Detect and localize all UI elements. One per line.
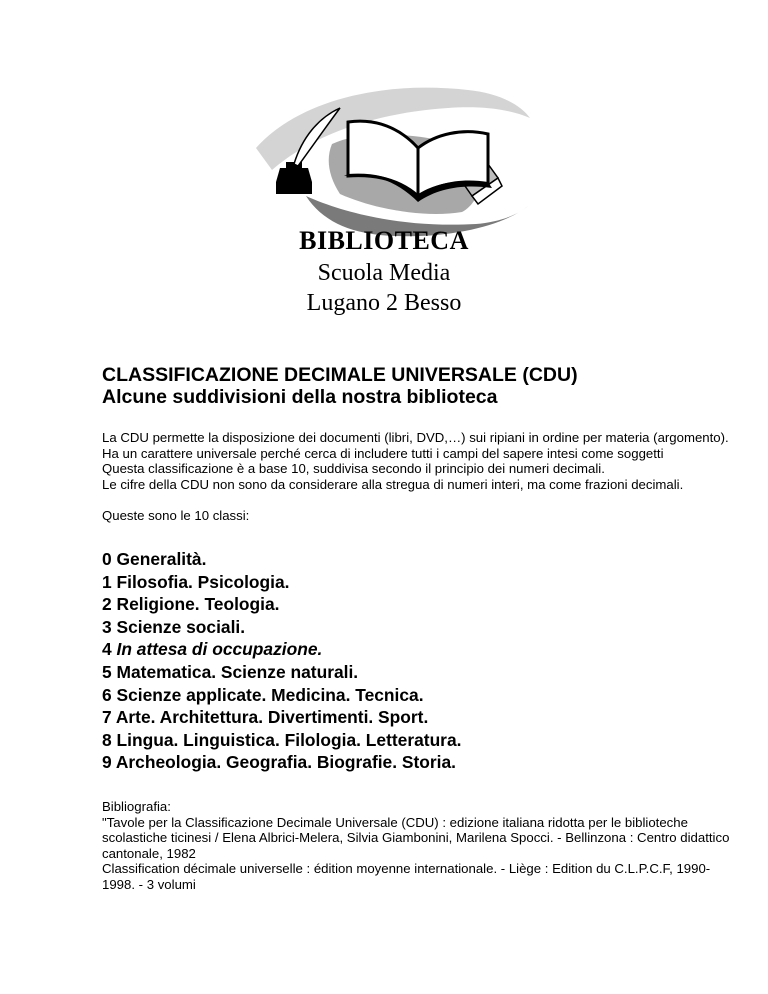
intro-text [102, 430, 742, 492]
class-label: Scienze sociali. [116, 616, 246, 637]
intro-paragraph-3: Le cifre della CDU non sono da considerare alla stregua di numeri interi, ma come frazioni decimali. [102, 476, 684, 492]
class-label: Religione. Teologia. [116, 594, 280, 615]
class-number: 6 [102, 684, 112, 705]
school-location: Lugano 2 Besso [306, 290, 462, 316]
heading-line-1: CLASSIFICAZIONE DECIMALE UNIVERSALE (CDU) [102, 364, 578, 386]
class-item-5 [102, 661, 742, 684]
intro-paragraph-2: Questa classificazione è a base 10, suddivisa secondo il principio dei numeri decimali. [102, 461, 605, 477]
class-list [102, 548, 742, 774]
class-item-2 [102, 593, 742, 616]
class-item-1 [102, 571, 742, 594]
class-item-8 [102, 729, 742, 752]
class-number: 5 [102, 661, 112, 682]
document-body [102, 364, 742, 892]
class-number: 4 [102, 639, 112, 660]
classes-intro: Queste sono le 10 classi: [102, 508, 250, 524]
class-number: 2 [102, 594, 112, 615]
class-label: Generalità. [116, 548, 207, 569]
class-number: 3 [102, 616, 112, 637]
class-number: 7 [102, 707, 112, 728]
class-label: Matematica. Scienze naturali. [116, 661, 359, 682]
class-label: Scienze applicate. Medicina. Tecnica. [116, 684, 424, 705]
class-item-4 [102, 638, 742, 661]
class-item-0 [102, 548, 742, 571]
bibliography-entry-2: Classification décimale universelle : édition moyenne internationale. - Liège : Edition du C.L.P.C.F, 1990-1998. - 3 volumi [102, 861, 711, 892]
class-item-7 [102, 706, 742, 729]
school-name: Scuola Media [317, 260, 451, 286]
class-label: Filosofia. Psicologia. [116, 571, 290, 592]
class-item-6 [102, 684, 742, 707]
class-label: Arte. Architettura. Divertimenti. Sport. [115, 707, 429, 728]
bibliography [102, 799, 742, 893]
class-label: Archeologia. Geografia. Biografie. Storia. [115, 752, 457, 773]
class-label: In attesa di occupazione. [116, 639, 323, 660]
intro-paragraph-1: La CDU permette la disposizione dei documenti (libri, DVD,…) sui ripiani in ordine per materia (argomento). Ha un carattere universale perché cerca di includere tutti i campi del sapere intesi come soggetti [102, 430, 729, 461]
class-number: 1 [102, 571, 112, 592]
library-title: BIBLIOTECA [299, 226, 469, 255]
class-item-3 [102, 616, 742, 639]
class-item-9 [102, 751, 742, 774]
class-number: 0 [102, 548, 112, 569]
bibliography-entry-1: "Tavole per la Classificazione Decimale Universale (CDU) : edizione italiana ridotta per le biblioteche scolastiche ticinesi / Elena Albrici-Melera, Silvia Giambonini, Marilena Spocci. - Bellinzona : Centro didattico cantonale, 1982 [102, 814, 730, 861]
bibliography-label: Bibliografia: [102, 798, 171, 814]
library-logo-icon [236, 78, 536, 238]
main-heading [102, 364, 742, 408]
class-number: 8 [102, 729, 112, 750]
class-number: 9 [102, 752, 112, 773]
heading-line-2: Alcune suddivisioni della nostra biblioteca [102, 386, 498, 408]
class-label: Lingua. Linguistica. Filologia. Letteratura. [116, 729, 462, 750]
